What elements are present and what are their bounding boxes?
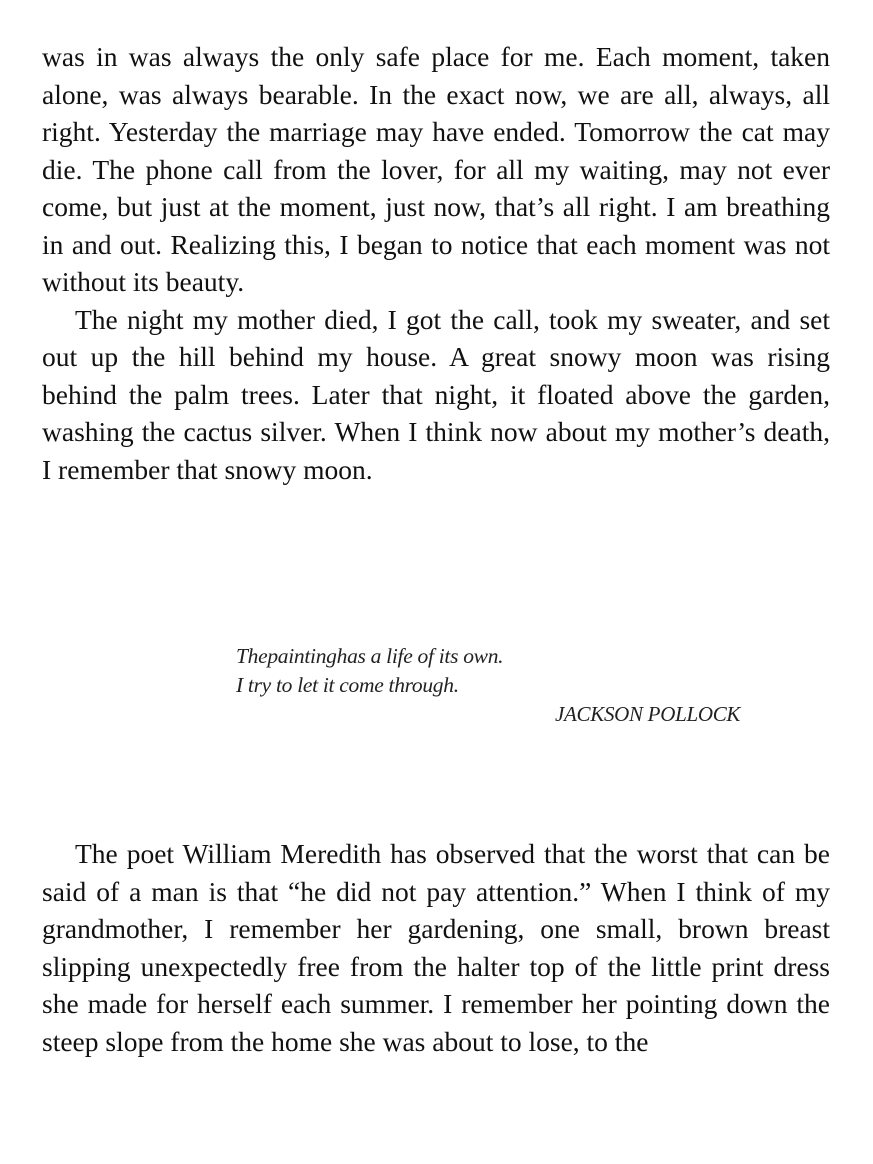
- epigraph-line: Thepaintinghas a life of its own.: [236, 644, 504, 668]
- epigraph-quote: [236, 642, 796, 700]
- epigraph-line: I try to let it come through.: [236, 673, 459, 697]
- body-section: [42, 835, 830, 1060]
- body-paragraph: The night my mother died, I got the call, took my sweater, and set out up the hill behind my house. A great snowy moon was rising behind the palm trees. Later that night, it floated above the garden, washing the cactus silver. When I think now about my mother’s death, I remember that snowy moon.: [42, 303, 830, 485]
- epigraph-attribution: JACKSON POLLOCK: [555, 702, 741, 726]
- body-paragraph: The poet William Meredith has observed that the worst that can be said of a man is that “he did not pay attention.” When I think of my grandmother, I remember her gardening, one small, brown breast slipping unexpectedly free from the halter top of the little print dress she made for herself each summer. I remember her pointing down the steep slope from the home she was about to lose, to the: [42, 838, 830, 1057]
- page-content: [42, 38, 830, 1057]
- body-paragraph: was in was always the only safe place for me. Each moment, taken alone, was always bearable. In the exact now, we are all, always, all right. Yesterday the marriage may have ended. Tomorrow the cat may die. The phone call from the lover, for all my waiting, may not ever come, but just at the moment, just now, that’s all right. I am breathing in and out. Realizing this, I began to notice that each moment was not without its beauty.: [42, 41, 830, 297]
